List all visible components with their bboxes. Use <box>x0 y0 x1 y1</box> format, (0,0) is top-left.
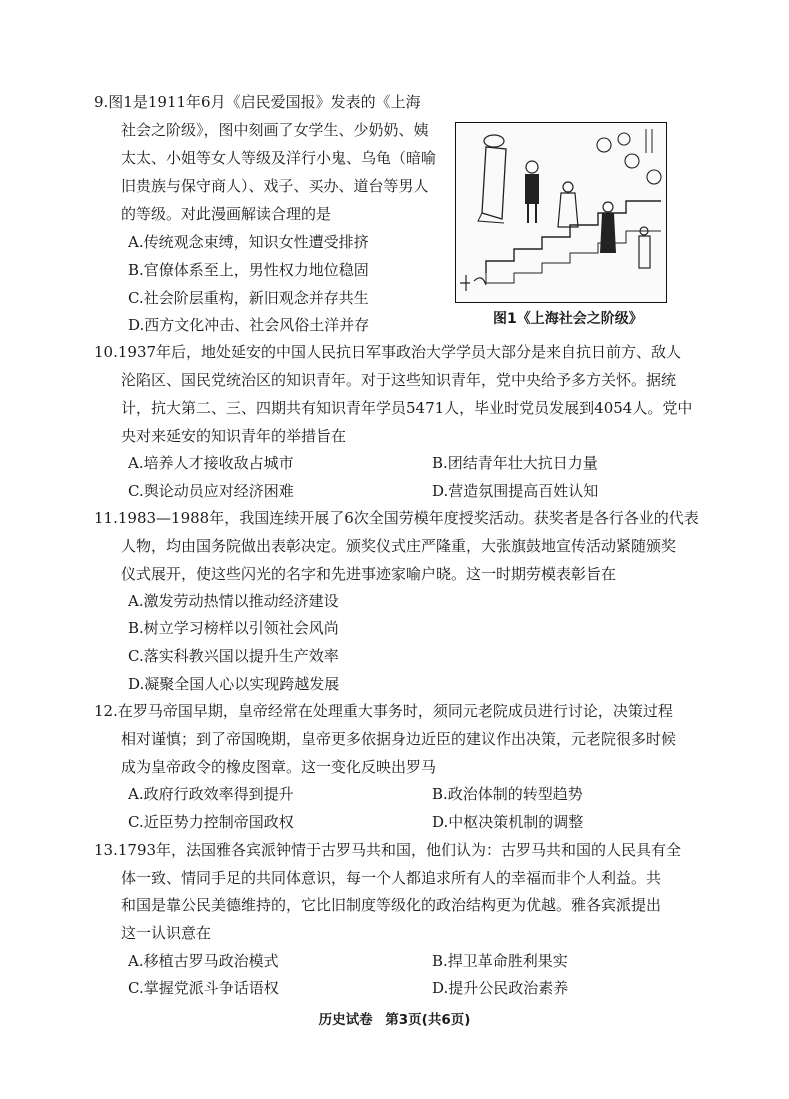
q9-stem-line-2: 社会之阶级》，图中刻画了女学生、少奶奶、姨 <box>121 121 429 139</box>
q13-stem-line-2: 体一致、情同手足的共同体意识，每一个人都追求所有人的幸福而非个人利益。共 <box>121 869 662 887</box>
q11-stem-line-3: 仪式展开，使这些闪光的名字和先进事迹家喻户晓。这一时期劳模表彰旨在 <box>121 565 617 583</box>
q12-option-c: C.近臣势力控制帝国政权 <box>128 813 294 831</box>
q11-stem-line-2: 人物，均由国务院做出表彰决定。颁奖仪式庄严隆重，大张旗鼓地宣传活动紧随颁奖 <box>121 537 677 555</box>
q10-option-a: A.培养人才接收敌占城市 <box>128 454 294 472</box>
q9-stem-line-5: 的等级。对此漫画解读合理的是 <box>121 205 332 223</box>
q12-stem-line-2: 相对谨慎；到了帝国晚期，皇帝更多依据身边近臣的建议作出决策，元老院很多时候 <box>121 730 677 748</box>
q13-option-c: C.掌握党派斗争话语权 <box>128 979 279 997</box>
footer-subject: 历史试卷 <box>318 1012 373 1028</box>
q11-option-d: D.凝聚全国人心以实现跨越发展 <box>128 675 340 693</box>
q12-stem-line-3: 成为皇帝政令的橡皮图章。这一变化反映出罗马 <box>121 758 437 776</box>
footer-page-number: 第3页(共6页) <box>385 1012 471 1028</box>
q10-option-d: D.营造氛围提高百姓认知 <box>432 482 599 500</box>
q13-stem-line-3: 和国是靠公民美德维持的，它比旧制度等级化的政治结构更为优越。雅各宾派提出 <box>121 896 662 914</box>
q11-option-a: A.激发劳动热情以推动经济建设 <box>128 592 339 610</box>
q9-stem-line-1: 9.图1是1911年6月《启民爱国报》发表的《上海 <box>94 93 421 111</box>
q10-stem-line-4: 央对来延安的知识青年的举措旨在 <box>121 427 347 445</box>
q12-option-d: D.中枢决策机制的调整 <box>432 813 584 831</box>
q10-stem-line-3: 计，抗大第二、三、四期共有知识青年学员5471人，毕业时党员发展到4054人。党中 <box>121 399 693 417</box>
q9-stem-line-4: 旧贵族与保守商人）、戏子、买办、道台等男人 <box>121 177 429 195</box>
cartoon-figure <box>455 122 667 303</box>
q11-option-c: C.落实科教兴国以提升生产效率 <box>128 647 339 665</box>
figure-caption: 图1《上海社会之阶级》 <box>493 311 643 327</box>
q11-stem-line-1: 11.1983—1988年，我国连续开展了6次全国劳模年度授奖活动。获奖者是各行各业的代表 <box>94 509 699 527</box>
q13-stem-line-1: 13.1793年，法国雅各宾派钟情于古罗马共和国，他们认为：古罗马共和国的人民具有全 <box>94 841 682 859</box>
q12-option-b: B.政治体制的转型趋势 <box>432 785 583 803</box>
q13-option-a: A.移植古罗马政治模式 <box>128 952 279 970</box>
q10-option-b: B.团结青年壮大抗日力量 <box>432 454 598 472</box>
q10-stem-line-2: 沦陷区、国民党统治区的知识青年。对于这些知识青年，党中央给予多方关怀。据统 <box>121 371 677 389</box>
q12-stem-line-1: 12.在罗马帝国早期，皇帝经常在处理重大事务时，须同元老院成员进行讨论，决策过程 <box>94 702 673 720</box>
q9-option-c: C.社会阶层重构，新旧观念并存共生 <box>128 289 369 307</box>
q9-option-b: B.官僚体系至上，男性权力地位稳固 <box>128 261 369 279</box>
q13-option-b: B.捍卫革命胜利果实 <box>432 952 568 970</box>
q9-option-d: D.西方文化冲击、社会风俗土洋并存 <box>128 316 370 334</box>
q12-option-a: A.政府行政效率得到提升 <box>128 785 294 803</box>
q13-stem-line-4: 这一认识意在 <box>121 924 212 942</box>
page-footer <box>0 1008 789 1028</box>
q10-stem-line-1: 10.1937年后，地处延安的中国人民抗日军事政治大学学员大部分是来自抗日前方、敌人 <box>94 343 682 361</box>
q10-option-c: C.舆论动员应对经济困难 <box>128 482 294 500</box>
q13-option-d: D.提升公民政治素养 <box>432 979 569 997</box>
q11-option-b: B.树立学习榜样以引领社会风尚 <box>128 619 339 637</box>
q9-option-a: A.传统观念束缚，知识女性遭受排挤 <box>128 233 369 251</box>
cartoon-illustration <box>456 123 665 301</box>
q9-stem-line-3: 太太、小姐等女人等级及洋行小鬼、乌龟（暗喻 <box>121 149 437 167</box>
